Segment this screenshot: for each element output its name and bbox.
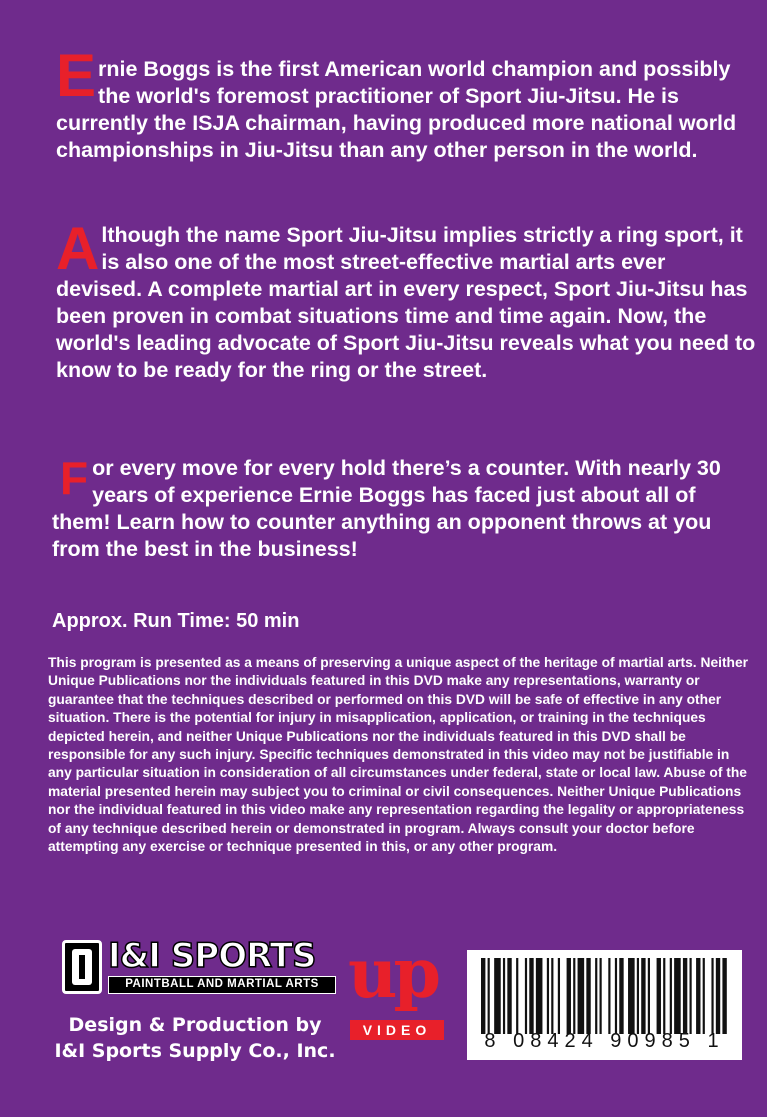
barcode-bar: [716, 958, 720, 1034]
paragraph-text: lthough the name Sport Jiu-Jitsu implies strictly a ring sport, it is also one of the most street-effective martial arts ever devised. A complete martial art in every respect, Sport Jiu-Jitsu has been proven in combat situations time and time again. Now, the world's leading advocate of Sport Jiu-Jitsu reveals what you need to know to be ready for the ring or the street.: [56, 223, 756, 382]
barcode-bar: [586, 958, 590, 1034]
up-video-label: VIDEO: [350, 1020, 444, 1040]
barcode-bar: [516, 958, 518, 1034]
ii-mark-icon: [62, 940, 102, 994]
barcode-bar: [670, 958, 672, 1034]
barcode-bar: [689, 958, 691, 1034]
disclaimer-text: This program is presented as a means of preserving a unique aspect of the heritage of martial arts. Neither Unique Publications nor the individuals featured in this DVD make any representations, warranty or guarantee that the techniques described or performed on this DVD will be safe of effective in any other situation. There is the potential for injury in misapplication, application, or training in the techniques depicted herein, and neither Unique Publications nor the individuals featured in this DVD shall be responsible for any such injury. Specific techniques demonstrated in this video may not be justifiable in any particular situation in consideration of all circumstances under federal, state or local law. Abuse of the material presented herein may subject you to criminal or civil consequences. Neither Unique Publications nor the individual featured in this video make any representation regarding the legality or appropriateness of any technique described herein or demonstrated in program. Always consult your doctor before attempting any exercise or technique presented in this, or any other program.: [48, 655, 749, 855]
barcode-bar: [711, 958, 713, 1034]
barcode-bar: [615, 958, 617, 1034]
barcode-bar: [648, 958, 650, 1034]
production-credit: [40, 1012, 350, 1064]
barcode-bar: [683, 958, 687, 1034]
counter-paragraph: [52, 452, 752, 563]
ii-sports-logo: [62, 936, 336, 998]
barcode-bar: [525, 958, 527, 1034]
barcode-bar: [696, 958, 700, 1034]
barcode-bar: [573, 958, 575, 1034]
logo-title: I&I SPORTS: [108, 936, 316, 976]
drop-cap: F: [60, 452, 89, 504]
barcode-bar: [600, 958, 602, 1034]
barcode-bar: [507, 958, 511, 1034]
barcode: [467, 950, 742, 1060]
barcode-bar: [578, 958, 585, 1034]
barcode-bar: [703, 958, 705, 1034]
paragraph-text: or every move for every hold there’s a counter. With nearly 30 years of experience Ernie Boggs has faced just about all of them! Learn how to counter anything an opponent throws at you from the best in the business!: [52, 456, 721, 561]
description-paragraph: [56, 215, 756, 384]
barcode-bar: [481, 958, 485, 1034]
barcode-bar: [558, 958, 560, 1034]
barcode-bar: [663, 958, 665, 1034]
intro-paragraph: [56, 42, 756, 164]
barcode-bar: [641, 958, 645, 1034]
credit-line-2: I&I Sports Supply Co., Inc.: [54, 1040, 336, 1062]
barcode-bars: [479, 958, 731, 1034]
drop-cap: A: [56, 215, 100, 282]
barcode-bar: [551, 958, 553, 1034]
up-mark: up: [348, 934, 437, 1014]
barcode-bar: [494, 958, 501, 1034]
logo-subtitle: PAINTBALL AND MARTIAL ARTS: [108, 976, 336, 994]
barcode-bar: [595, 958, 597, 1034]
barcode-bar: [567, 958, 571, 1034]
barcode-bar: [674, 958, 681, 1034]
barcode-bar: [529, 958, 533, 1034]
barcode-bar: [722, 958, 726, 1034]
barcode-bar: [536, 958, 543, 1034]
credit-line-1: Design & Production by: [68, 1014, 322, 1036]
barcode-bar: [547, 958, 549, 1034]
barcode-bar: [657, 958, 661, 1034]
barcode-bar: [503, 958, 505, 1034]
barcode-bar: [488, 958, 490, 1034]
up-video-logo: [344, 934, 448, 1045]
barcode-bar: [637, 958, 639, 1034]
barcode-bar: [608, 958, 610, 1034]
drop-cap: E: [56, 42, 97, 109]
barcode-digits: 8 08424 90985 1: [484, 1030, 725, 1052]
run-time: Approx. Run Time: 50 min: [52, 610, 300, 632]
barcode-bar: [619, 958, 623, 1034]
paragraph-text: rnie Boggs is the first American world champion and possibly the world's foremost practitioner of Sport Jiu-Jitsu. He is currently the ISJA chairman, having produced more national world championships in Jiu-Jitsu than any other person in the world.: [56, 57, 737, 162]
barcode-bar: [628, 958, 635, 1034]
